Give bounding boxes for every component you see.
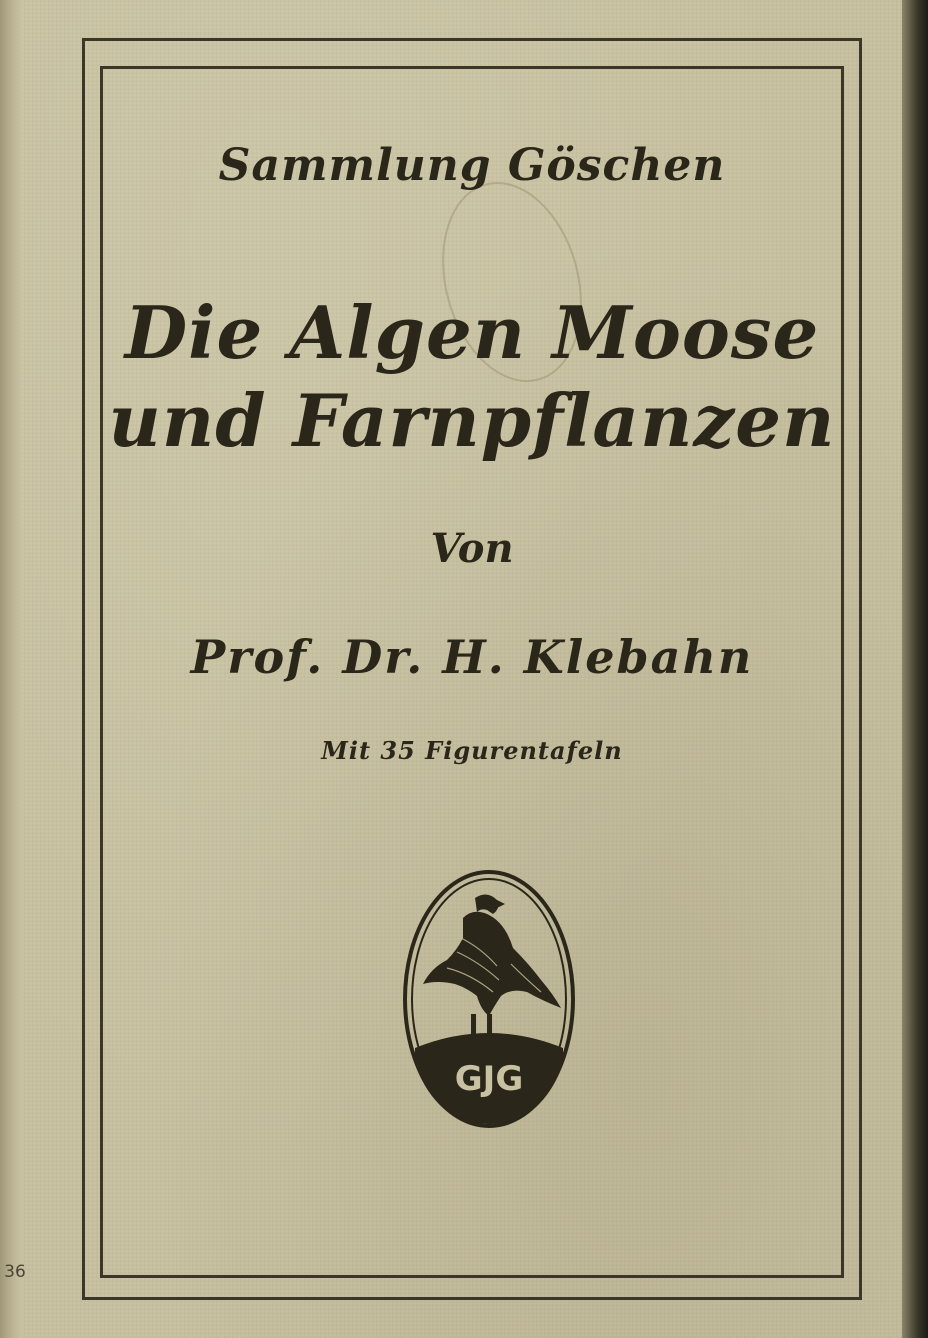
publisher-eagle-emblem — [401, 868, 577, 1130]
series-title: Sammlung Göschen — [218, 140, 726, 191]
book-title-line-2: und Farnpflanzen — [108, 378, 836, 463]
eagle-icon — [423, 894, 561, 1044]
spine-edge — [0, 0, 22, 1338]
cover-right-edge — [902, 0, 928, 1338]
plates-note: Mit 35 Figurentafeln — [321, 736, 623, 765]
spine-number: 36 — [4, 1262, 26, 1282]
author-name: Prof. Dr. H. Klebahn — [190, 630, 754, 684]
publisher-mark-text: GJG — [454, 1059, 524, 1099]
book-title-line-1: Die Algen Moose — [124, 290, 820, 375]
by-label: Von — [430, 525, 514, 572]
